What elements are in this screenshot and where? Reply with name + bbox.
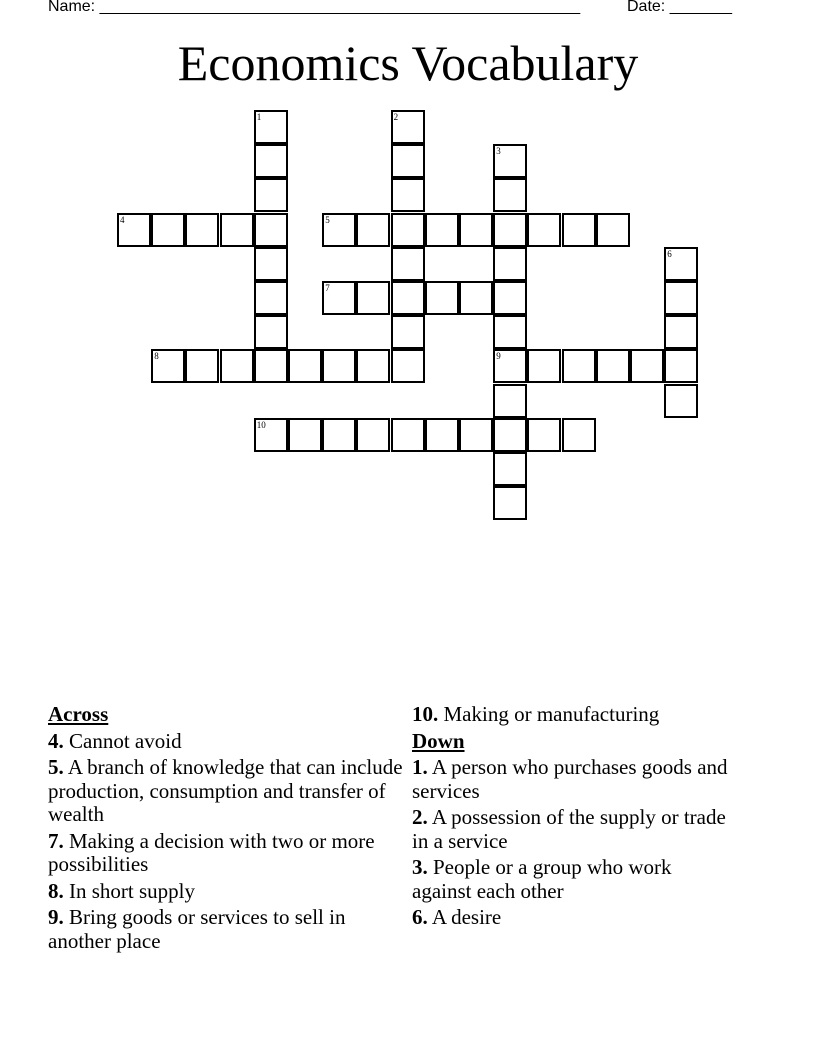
crossword-cell[interactable]	[664, 384, 698, 418]
crossword-cell[interactable]	[220, 213, 254, 247]
clue-down-6	[412, 906, 732, 930]
crossword-cell[interactable]	[151, 349, 185, 383]
crossword-cell[interactable]	[254, 349, 288, 383]
crossword-cell[interactable]	[254, 315, 288, 349]
crossword-cell[interactable]	[493, 418, 527, 452]
clue-text: A possession of the supply or trade in a service	[412, 805, 726, 853]
crossword-cell[interactable]	[391, 178, 425, 212]
crossword-cell[interactable]	[425, 213, 459, 247]
crossword-cell[interactable]	[254, 213, 288, 247]
crossword-cell[interactable]	[664, 281, 698, 315]
clues-left-column	[48, 703, 408, 956]
name-field-label: Name: ______________________________________________________	[48, 0, 581, 15]
clue-down-1	[412, 756, 732, 803]
clue-number: 2.	[412, 805, 428, 829]
crossword-cell[interactable]	[493, 349, 527, 383]
clue-number: 10.	[412, 702, 439, 726]
crossword-cell[interactable]	[185, 349, 219, 383]
crossword-cell[interactable]	[254, 281, 288, 315]
clue-across-4	[48, 730, 408, 754]
crossword-cell[interactable]	[322, 213, 356, 247]
crossword-cell[interactable]	[391, 110, 425, 144]
crossword-cell[interactable]	[630, 349, 664, 383]
cell-number: 9	[496, 351, 501, 362]
crossword-cell[interactable]	[220, 349, 254, 383]
crossword-cell[interactable]	[425, 281, 459, 315]
crossword-cell[interactable]	[356, 281, 390, 315]
cell-number: 4	[120, 214, 125, 225]
crossword-cell[interactable]	[254, 110, 288, 144]
clue-text: A branch of knowledge that can include production, consumption and transfer of wealth	[48, 755, 403, 826]
clue-down-2	[412, 806, 732, 853]
crossword-cell[interactable]	[527, 418, 561, 452]
crossword-cell[interactable]	[459, 213, 493, 247]
cell-number: 6	[667, 248, 672, 259]
crossword-cell[interactable]	[425, 418, 459, 452]
clue-number: 7.	[48, 828, 64, 853]
crossword-cell[interactable]	[664, 315, 698, 349]
clue-across-8	[48, 880, 408, 904]
crossword-cell[interactable]	[664, 349, 698, 383]
cell-number: 2	[393, 112, 399, 122]
crossword-cell[interactable]	[493, 144, 527, 178]
crossword-cell[interactable]	[391, 247, 425, 281]
down-heading: Down	[412, 728, 465, 753]
crossword-cell[interactable]	[254, 178, 288, 212]
crossword-cell[interactable]	[493, 315, 527, 349]
crossword-cell[interactable]	[356, 349, 390, 383]
crossword-cell[interactable]	[151, 213, 185, 247]
crossword-cell[interactable]	[527, 349, 561, 383]
crossword-cell[interactable]	[356, 213, 390, 247]
clue-across-10	[412, 703, 732, 727]
crossword-cell[interactable]	[322, 418, 356, 452]
crossword-cell[interactable]	[664, 247, 698, 281]
crossword-cell[interactable]	[288, 349, 322, 383]
clue-text: A desire	[431, 905, 502, 929]
cell-number: 5	[325, 214, 330, 225]
crossword-cell[interactable]	[391, 281, 425, 315]
cell-number: 3	[496, 146, 501, 157]
clue-across-9	[48, 906, 408, 953]
crossword-cell[interactable]	[356, 418, 390, 452]
date-field-label: Date: _______	[627, 0, 732, 15]
clue-number: 6.	[412, 905, 428, 929]
page-title: Economics Vocabulary	[177, 35, 639, 91]
crossword-cell[interactable]	[459, 418, 493, 452]
clue-text: Bring goods or services to sell in another place	[48, 905, 346, 953]
crossword-cell[interactable]	[596, 349, 630, 383]
crossword-cell[interactable]	[254, 247, 288, 281]
crossword-cell[interactable]	[493, 213, 527, 247]
crossword-cell[interactable]	[254, 418, 288, 452]
crossword-cell[interactable]	[562, 349, 596, 383]
crossword-cell[interactable]	[391, 213, 425, 247]
crossword-cell[interactable]	[288, 418, 322, 452]
clue-number: 9.	[48, 905, 64, 929]
crossword-cell[interactable]	[185, 213, 219, 247]
crossword-cell[interactable]	[391, 349, 425, 383]
clue-number: 1.	[412, 755, 428, 779]
clue-down-3	[412, 856, 732, 903]
cell-number: 7	[325, 283, 330, 293]
crossword-cell[interactable]	[493, 486, 527, 520]
cell-number: 1	[256, 112, 262, 122]
across-heading: Across	[48, 702, 109, 726]
crossword-cell[interactable]	[391, 144, 425, 178]
crossword-cell[interactable]	[391, 315, 425, 349]
clue-across-7	[48, 830, 408, 877]
crossword-cell[interactable]	[562, 418, 596, 452]
crossword-cell[interactable]	[322, 349, 356, 383]
cell-number: 10	[256, 419, 266, 430]
clue-across-5	[48, 756, 408, 827]
crossword-cell[interactable]	[459, 281, 493, 315]
crossword-cell[interactable]	[493, 281, 527, 315]
clue-text: Making or manufacturing	[443, 702, 660, 726]
clue-text: People or a group who work against each other	[412, 855, 672, 903]
clue-text: Cannot avoid	[69, 728, 182, 753]
clue-text: Making a decision with two or more possibilities	[48, 828, 375, 876]
crossword-cell[interactable]	[596, 213, 630, 247]
crossword-cell[interactable]	[493, 178, 527, 212]
crossword-cell[interactable]	[254, 144, 288, 178]
crossword-cell[interactable]	[391, 418, 425, 452]
crossword-cell[interactable]	[493, 452, 527, 486]
crossword-cell[interactable]	[322, 281, 356, 315]
crossword-cell[interactable]	[527, 213, 561, 247]
cell-number: 8	[154, 351, 159, 362]
clue-number: 5.	[48, 755, 64, 779]
clue-number: 4.	[48, 728, 64, 753]
crossword-cell[interactable]	[493, 384, 527, 418]
crossword-cell[interactable]	[117, 213, 151, 247]
clue-number: 8.	[48, 878, 64, 903]
clue-text: A person who purchases goods and services	[412, 755, 728, 803]
clue-number: 3.	[412, 855, 428, 879]
clues-right-column	[412, 703, 732, 933]
crossword-cell[interactable]	[493, 247, 527, 281]
crossword-cell[interactable]	[562, 213, 596, 247]
clue-text: In short supply	[69, 878, 195, 903]
